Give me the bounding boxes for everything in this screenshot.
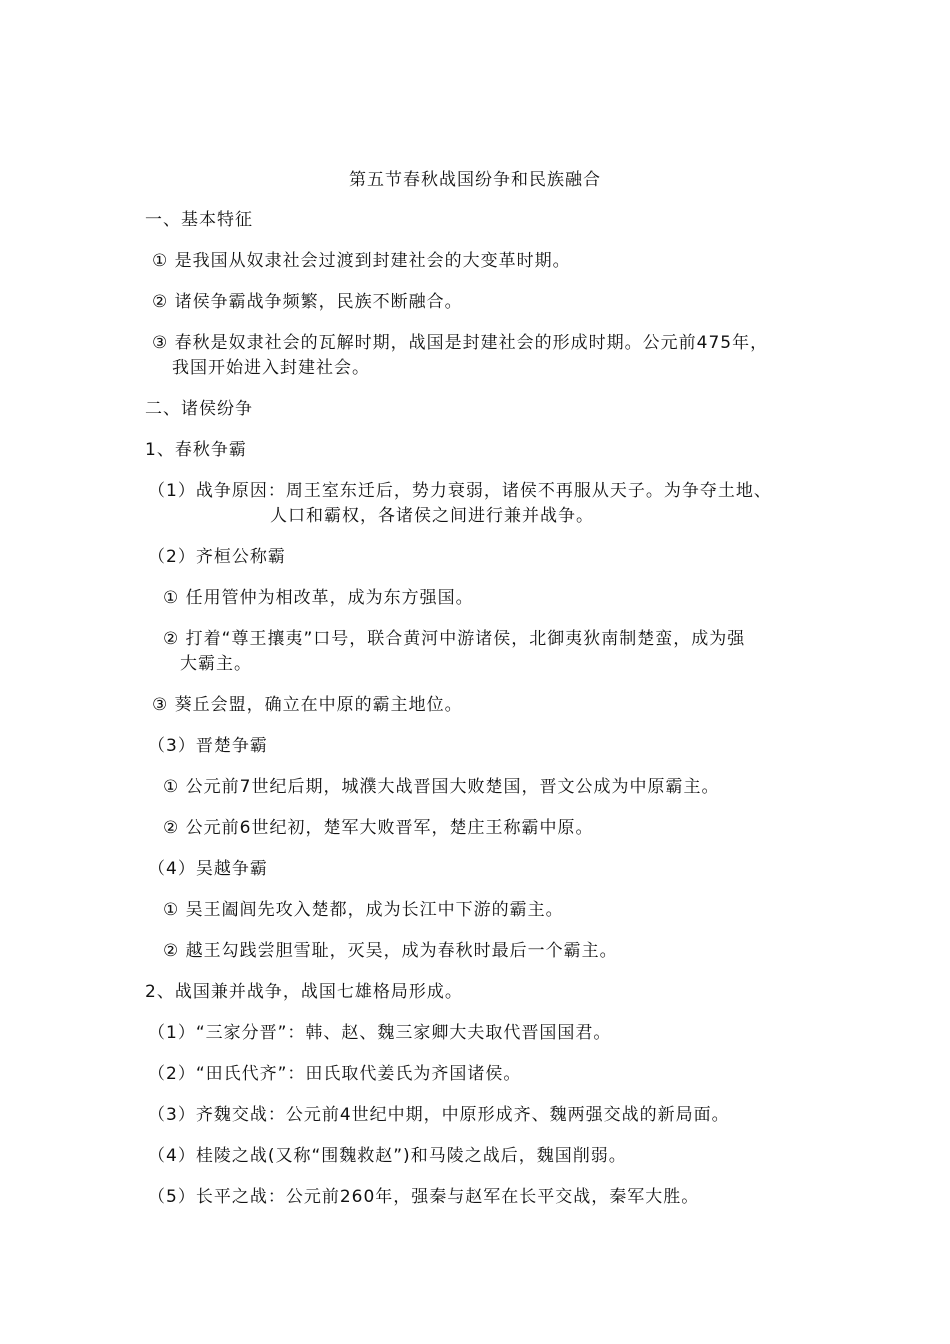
qi-item-2-line-2: 大霸主。 [180,654,252,674]
warring-states-item-2: （2）“田氏代齐”：田氏取代姜氏为齐国诸侯。 [148,1064,522,1084]
wu-yue-item-2: ② 越王勾践尝胆雪耻，灭吴，成为春秋时最后一个霸主。 [163,941,618,961]
jin-chu-item-1: ① 公元前7世纪后期，城濮大战晋国大败楚国，晋文公成为中原霸主。 [163,777,720,797]
jin-chu-heading: （3）晋楚争霸 [148,736,268,756]
document-title: 第五节春秋战国纷争和民族融合 [349,170,601,190]
qi-item-2-line-1: ② 打着“尊王攘夷”口号，联合黄河中游诸侯，北御夷狄南制楚蛮，成为强 [163,629,746,649]
subsection-heading-warring-states: 2、战国兼并战争，战国七雄格局形成。 [145,982,463,1002]
basic-feature-item-2: ② 诸侯争霸战争频繁，民族不断融合。 [152,292,463,312]
warring-states-item-4: （4）桂陵之战(又称“围魏救赵”)和马陵之战后，魏国削弱。 [148,1146,627,1166]
jin-chu-item-2: ② 公元前6世纪初，楚军大败晋军，楚庄王称霸中原。 [163,818,594,838]
war-causes-line-1: （1）战争原因：周王室东迁后，势力衰弱，诸侯不再服从天子。为争夺土地、 [148,481,772,501]
basic-feature-item-3-line-2: 我国开始进入封建社会。 [172,358,370,378]
basic-feature-item-3-line-1: ③ 春秋是奴隶社会的瓦解时期，战国是封建社会的形成时期。公元前475年， [152,333,769,353]
subsection-heading-spring-autumn-hegemony: 1、春秋争霸 [145,440,247,460]
qi-item-1: ① 任用管仲为相改革，成为东方强国。 [163,588,474,608]
basic-feature-item-1: ① 是我国从奴隶社会过渡到封建社会的大变革时期。 [152,251,571,271]
war-causes-line-2: 人口和霸权，各诸侯之间进行兼并战争。 [270,506,594,526]
warring-states-item-1: （1）“三家分晋”：韩、赵、魏三家卿大夫取代晋国国君。 [148,1023,612,1043]
warring-states-item-3: （3）齐魏交战：公元前4世纪中期，中原形成齐、魏两强交战的新局面。 [148,1105,730,1125]
qi-item-3: ③ 葵丘会盟，确立在中原的霸主地位。 [152,695,463,715]
wu-yue-heading: （4）吴越争霸 [148,859,268,879]
wu-yue-item-1: ① 吴王阖闾先攻入楚都，成为长江中下游的霸主。 [163,900,564,920]
qi-huangong-heading: （2）齐桓公称霸 [148,547,286,567]
section-heading-basic-features: 一、基本特征 [145,210,253,230]
section-heading-feudal-conflicts: 二、诸侯纷争 [145,399,253,419]
warring-states-item-5: （5）长平之战：公元前260年，强秦与赵军在长平交战，秦军大胜。 [148,1187,700,1207]
